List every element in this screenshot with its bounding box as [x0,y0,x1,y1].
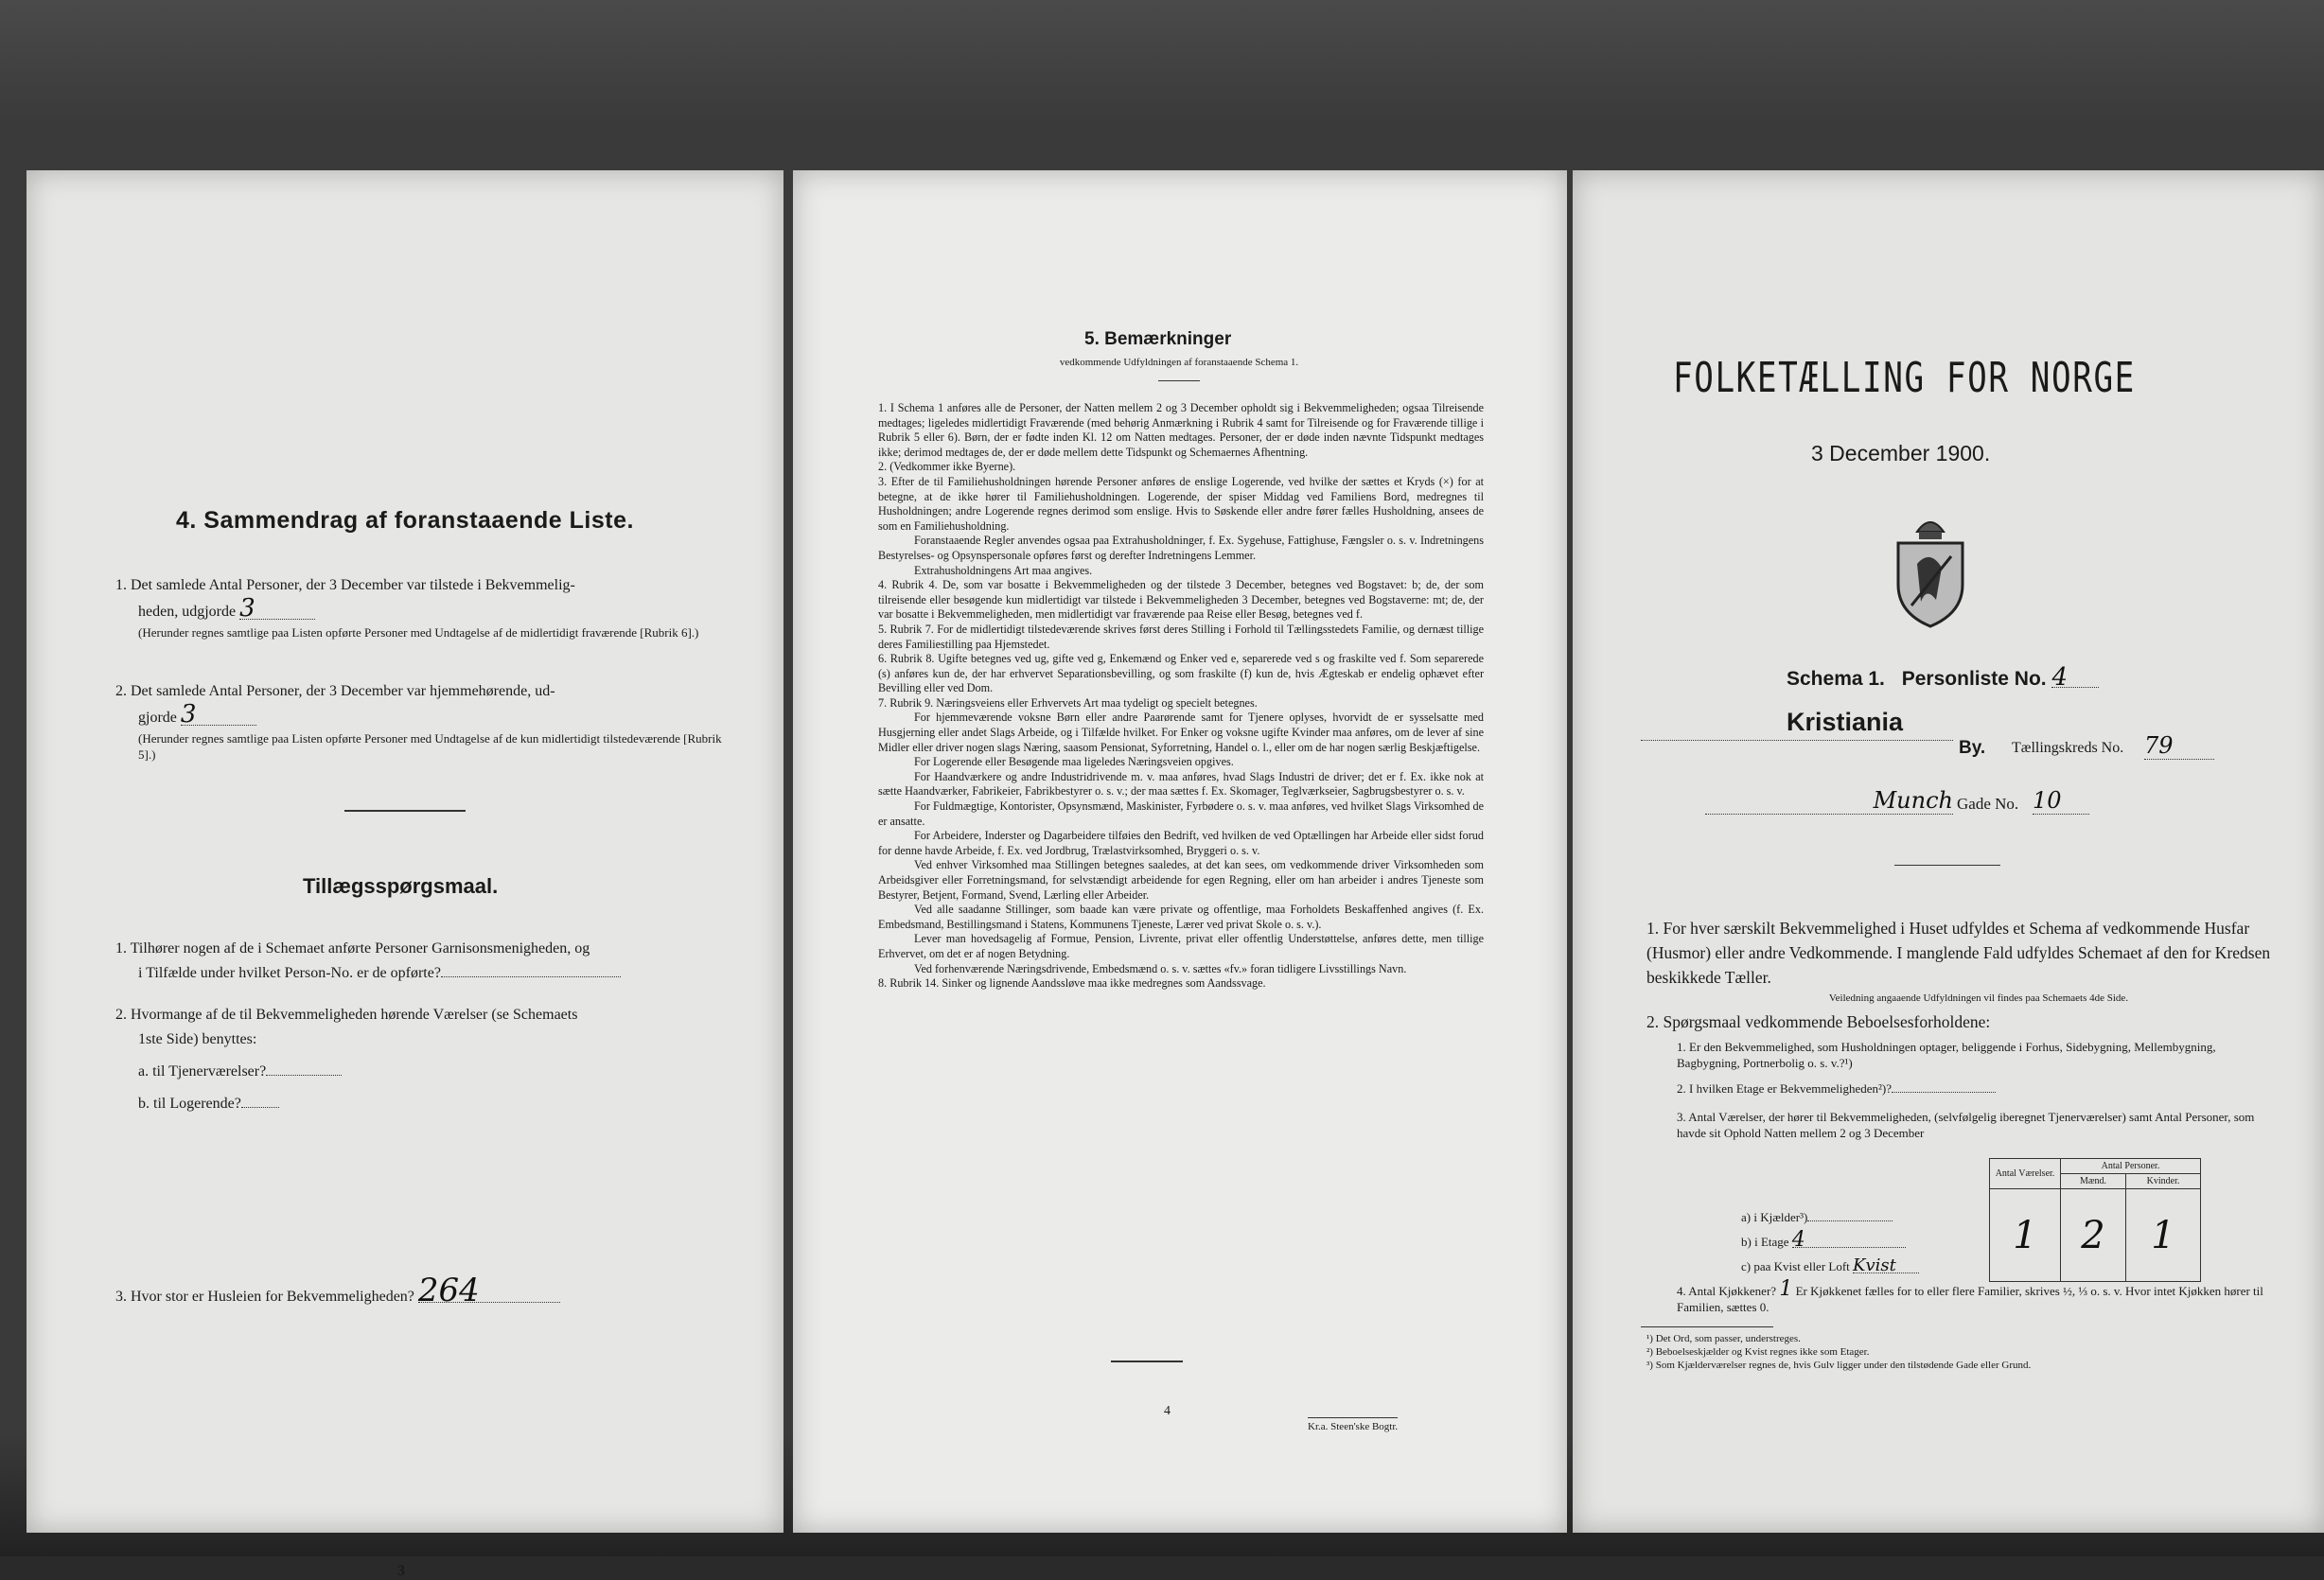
remark-item: 8. Rubrik 14. Sinker og lignende Aandssløve maa ikke medregnes som Aandssvage. [878,976,1266,991]
extra-question-2: 2. Hvormange af de til Bekvemmeligheden hørende Værelser (se Schemaets 1ste Side) benyttes: a. til Tjenerværelser? b. til Logerende? [115,1007,578,1112]
coat-of-arms-icon [1889,507,1972,630]
remark-item: 7. Rubrik 9. Næringsveiens eller Erhvervets Art maa tydeligt og specielt betegnes. [878,695,1258,710]
remark-item: 3. Efter de til Familiehusholdningen hørende Personer anføres de enslige Logerende, ved hvilke der sættes et Kryds (×) for at betegne, at de ikke hører til Familiehusholdningen. Logerende, der spiser Middag ved Familiens Bord, medregnes til Husholdningen; andre Logerende regnes derimod som enslige. Hvis to Søskende eller andre fører fælles Husholdning, ansees de som en Familiehusholdning. [878,474,1484,533]
rent-value: 264 [418,1279,560,1303]
street-number-value: 10 [2033,787,2089,815]
remarks-title: 5. Bemærkninger [1084,329,1232,349]
attic-value: Kvist [1853,1259,1919,1273]
remark-item: Ved alle saadanne Stillinger, som baade kan være private og offentlige, maa Forholdets Beskaffenhed angives (f. Ex. Embedsmand, Bestillingsmand i Statens, Kommunens Tjeneste, Lærer ved privat Skole o. s. v.). [878,903,1484,931]
housing-question-2: 2. I hvilken Etage er Bekvemmeligheden²)? [1677,1080,2279,1097]
remark-item: For Fuldmægtige, Kontorister, Opsynsmænd, Maskinister, Fyrbødere o. s. v. maa anføres, ved hvilket Slags Virksomhed de er ansatte. [878,799,1484,828]
rooms-persons-table: Antal Værelser. Antal Personer. Mænd. Kvinder. 1 2 1 [1989,1158,2201,1282]
city-name: Kristiania [1787,708,1904,736]
instruction-1: 1. For hver særskilt Bekvemmelighed i Huset udfyldes et Schema af vedkommende Husfar (Husmor) eller andre Vedkommende. I manglende Fald udfyldes Schemaet af den for Kredsen beskikkede Tæller. [1646,919,2271,987]
extra-question-1: 1. Tilhører nogen af de i Schemaet anførte Personer Garnisonsmenigheden, og i Tilfælde under hvilket Person-No. er de opførte? [115,937,731,986]
floor-value: 4 [1792,1234,1906,1248]
remark-item: Ved forhenværende Næringsdrivende, Embedsmænd o. s. v. sættes «fv.» foran tidligere Livsstillings Navn. [914,961,1407,975]
housing-question-3: 3. Antal Værelser, der hører til Bekvemmeligheden, (selvfølgelig iberegnet Tjenerværelser) samt Antal Personer, som havde sit Ophold Natten mellem 2 og 3 December [1677,1110,2255,1140]
schema-line: Schema 1. Personliste No. 4 [1787,668,2099,691]
remark-item: For Arbeidere, Inderster og Dagarbeidere tilføies den Bedrift, ved hvilken de ved Optællingen har Arbeide eller sidst forud for denne havde Arbeide, f. Ex. ved Jordbrug, Trælastvirksomhed, Bryggeri o. s. v. [878,829,1484,857]
remark-item: 6. Rubrik 8. Ugifte betegnes ved ug, gifte ved g, Enkemænd og Enker ved e, separerede ved s og fraskilte ved f. Som separerede (s) anføres kun de, der har erhvervet Separationsbevilling, og som fraskilte (f) kun de, hvis Ægteskab er endelig ophævet efter Bevilling eller ved Dom. [878,652,1484,695]
remark-item: For Logerende eller Besøgende maa ligeledes Næringsveien opgives. [914,755,1234,769]
present-count-value: 3 [239,598,315,620]
page-number: 4 [1164,1404,1171,1418]
street-value: Munch [1705,787,1953,815]
remark-item: 4. Rubrik 4. De, som var bosatte i Bekvemmeligheden og der tilstede 3 December, betegnes ved Bogstavet: b; de, der som tilreisende eller besøgende kun midlertidigt var tilstede i Bekvemmeligheden 3 December, betegnes ved Bogstaverne: mt; de, der var bosatte i Bekvemmeligheden, men midlertidigt var fraværende paa Reise eller Besøg, betegnes ved f. [878,578,1484,622]
divider [1894,865,2000,866]
street-line: Munch Gade No. 10 [1705,795,2311,823]
printer-imprint: Kr.a. Steen'ske Bogtr. [1308,1417,1398,1433]
housing-question-1: 1. Er den Bekvemmelighed, som Husholdningen optager, beliggende i Forhus, Sidebygning, Mellembygning, Bagbygning, Portnerbolig o. s. v.?¹) [1677,1040,2216,1070]
page-right [1573,170,2324,1533]
remark-item: 5. Rubrik 7. For de midlertidigt tilstedeværende skrives først deres Stilling i Forhold til Tællingsstedets Familie, og dernæst tillige deres Familiestilling paa Hjemstedet. [878,622,1484,651]
personliste-value: 4 [2051,668,2099,688]
remark-item: 1. I Schema 1 anføres alle de Personer, der Natten mellem 2 og 3 December opholdt sig i Bekvemmeligheden; ogsaa Tilreisende medtages; ligeledes midlertidigt Fraværende (med behørig Anmærkning i Rubrik 4 samt for Tilreisende og for Fraværende tillige i Rubrik 5 eller 6). Børn, der er fødte inden Kl. 12 om Natten medtages. Personer, der er døde inden nævnte Tidspunkt medtages ikke; derimod medtages de, der er døde mellem dette Tidspunkt og Schemaernes Afhentning. [878,401,1484,459]
resident-count-value: 3 [181,704,256,726]
remarks-subtitle: vedkommende Udfyldningen af foranstaaende Schema 1. [1059,357,1299,368]
housing-question-4: 4. Antal Kjøkkener? 1 Er Kjøkkenet fælles for to eller flere Familier, skrives ½, ⅓ o. s. v. Hvor intet Kjøkken hører til Familien, sættes 0. [1677,1277,2263,1314]
page-number: 3 [397,1563,405,1579]
kitchen-value: 1 [1779,1277,1793,1301]
extra-question-3: 3. Hvor stor er Husleien for Bekvemmeligheden? 264 [115,1279,731,1309]
remark-item: For Haandværkere og andre Industridrivende m. v. maa anføres, hvad Slags Industri de driver; det er f. Ex. ikke nok at sætte Haandværker, Fabrikeier, Fabrikbestyrer o. s. v.; der maa sættes f. Ex. Skomager, Teglværkseier, Sagbrugsbestyrer o. s. v. [878,769,1484,799]
remark-item: Ved enhver Virksomhed maa Stillingen betegnes saaledes, at det kan sees, om vedkommende driver Virksomheden som Arbeidsgiver eller Forretningsmand, for selvstændigt arbeidende for egen Regning, eller om han arbeider i andres Tjeneste som Bestyrer, Betjent, Formand, Svend, Lærling eller Arbeider. [878,858,1484,902]
census-date: 3 December 1900. [1811,441,1991,465]
divider [1158,380,1200,381]
remark-item: For hjemmeværende voksne Børn eller andre Paarørende samt for Tjenere oplyses, hvorvidt de er sysselsatte med Husgjerning eller andet Slags Arbeide, og i Tilfælde hvilket. For Enker og voksne ugifte Kvinder maa anføres, om de lever af sine Midler eller driver nogen slags Næring, saasom Pensionat, Syforretning, Handel o. l., eller om de har nogen særlig Beskjæftigelse. [878,711,1484,754]
summary-question-2: 2. Det samlede Antal Personer, der 3 December var hjemmehørende, ud- gjorde 3 (Herunder regnes samtlige paa Listen opførte Personer med Undtagelse af de kun midlertidigt tilstedeværende [Rubrik 5].) [115,683,722,762]
district-value: 79 [2144,732,2214,760]
footnotes: ¹) Det Ord, som passer, understreges. ²) Beboelseskjælder og Kvist regnes ikke som Etager. ³) Som Kjælderværelser regnes de, hvis Gulv ligger under den tilstødende Gade eller Grund. [1646,1333,2032,1371]
remark-item: Lever man hovedsagelig af Formue, Pension, Livrente, privat eller offentlig Understøttelse, anføres dette, men tillige Erhvervet, om det er af nogen Betydning. [878,932,1484,960]
city-line: By. Tællingskreds No. 79 [1641,738,2265,766]
form-title: FOLKETÆLLING FOR NORGE [1673,354,2136,402]
extra-questions-title: Tillægsspørgsmaal. [303,874,499,898]
remark-item: 2. (Vedkommer ikke Byerne). [878,460,1016,474]
instruction-1-note: Veiledning angaaende Udfyldningen vil findes paa Schemaets 4de Side. [1828,992,2129,1004]
divider [1111,1361,1183,1362]
summary-question-1: 1. Det samlede Antal Personer, der 3 December var tilstede i Bekvemmelig- heden, udgjorde 3 (Herunder regnes samtlige paa Listen opførte Personer med Undtagelse af de midlertidigt fraværende [Rubrik 6].) [115,577,699,640]
women-value: 1 [2126,1189,2201,1282]
divider [344,810,466,812]
rooms-value: 1 [1990,1189,2061,1282]
section4-title: 4. Sammendrag af foranstaaende Liste. [176,507,634,534]
men-value: 2 [2061,1189,2126,1282]
row-basement: a) i Kjælder³) [1741,1209,1987,1225]
row-attic: c) paa Kvist eller Loft Kvist [1741,1258,1987,1274]
remark-item: Extrahusholdningens Art maa angives. [914,563,1093,577]
remarks-list [878,401,1484,992]
footnote-divider [1641,1326,1773,1327]
page-middle [793,170,1567,1533]
instruction-2: 2. Spørgsmaal vedkommende Beboelsesforholdene: [1646,1012,1991,1031]
row-floor: b) i Etage 4 [1741,1234,1987,1250]
remark-item: Foranstaaende Regler anvendes ogsaa paa Extrahusholdninger, f. Ex. Sygehuse, Fattighuse, Fængsler o. s. v. Indretningens Bestyrelses- og Opsynspersonale opføres først og derefter Indretningens Lemmer. [878,534,1484,562]
page-left [26,170,783,1579]
